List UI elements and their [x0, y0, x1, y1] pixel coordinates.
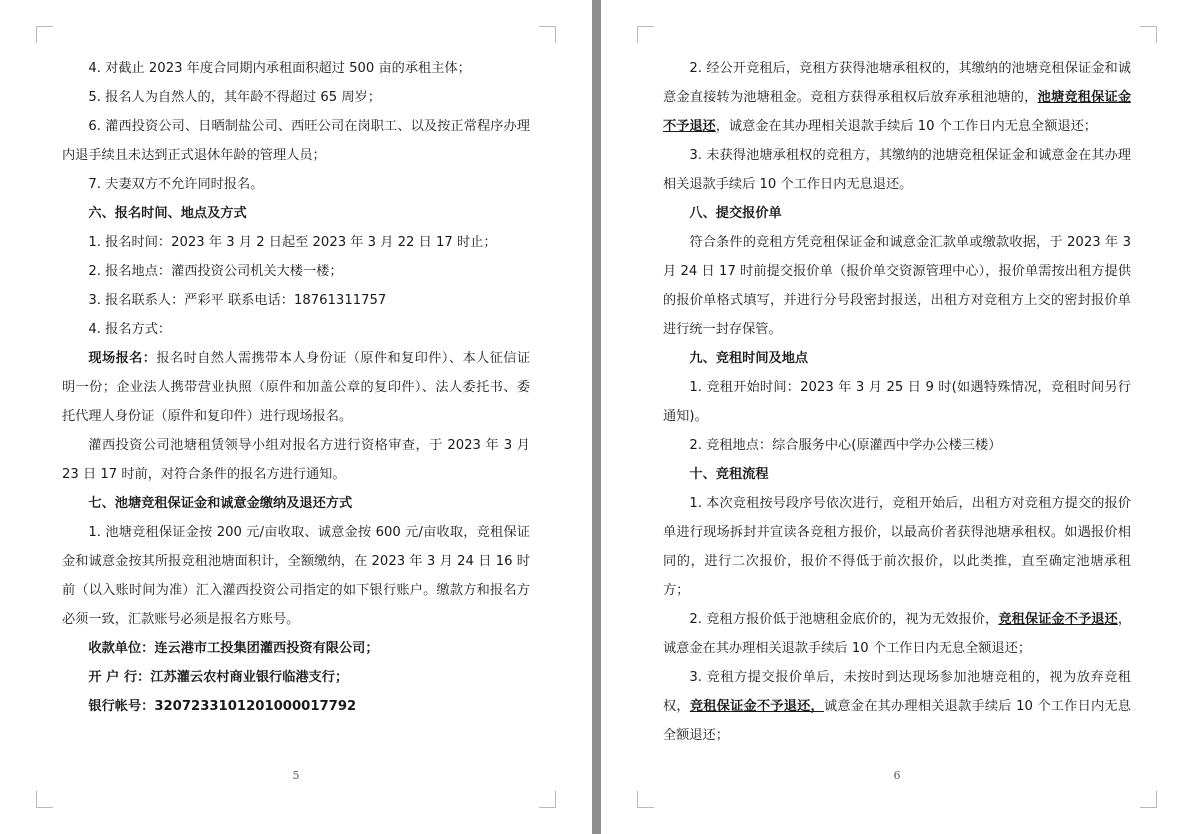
bank-detail-label: 开 户 行： [88, 670, 151, 685]
page-number-label: 6 [893, 769, 901, 782]
body-paragraph: 2. 竞租地点：综合服务中心(原灌西中学办公楼三楼） [689, 438, 1002, 453]
body-paragraph [663, 54, 1131, 141]
section-heading: 九、竞租时间及地点 [689, 351, 809, 366]
body-paragraph: 1. 报名时间：2023 年 3 月 2 日起至 2023 年 3 月 22 日 17 时止； [88, 235, 497, 250]
paragraph-text: 诚意金在其办理相关退款手续后 10 个工作日内无息全额退还； [663, 699, 1131, 743]
underlined-emphasis-text: 池塘竞租保证金不予退还 [663, 90, 1132, 134]
document-page-6 [601, 0, 1193, 834]
section-heading: 八、提交报价单 [689, 206, 782, 221]
crop-mark-bottom-left [36, 791, 53, 808]
body-paragraph: 5. 报名人为自然人的，其年龄不得超过 65 周岁； [88, 90, 381, 105]
section-heading: 十、竞租流程 [689, 467, 769, 482]
body-paragraph [62, 344, 530, 431]
crop-mark-top-left [36, 26, 53, 43]
bank-detail-line [62, 634, 530, 663]
crop-mark-top-right [1140, 26, 1157, 43]
body-paragraph: 1. 本次竞租按号段序号依次进行，竞租开始后，出租方对竞租方提交的报价单进行现场拆封并宣读各竞租方报价，以最高价者获得池塘承租权。如遇报价相同的，进行二次报价，报价不得低于前次报价，以此类推，直至确定池塘承租方； [663, 496, 1131, 598]
crop-mark-bottom-left [637, 791, 654, 808]
bank-detail-line [62, 663, 530, 692]
body-paragraph: 4. 对截止 2023 年度合同期内承租面积超过 500 亩的承租主体； [88, 61, 471, 76]
page-body-6 [663, 54, 1131, 750]
paragraph-text: 报名时自然人需携带本人身份证（原件和复印件）、本人征信证明一份；企业法人携带营业执照（原件和加盖公章的复印件）、法人委托书、委托代理人身份证（原件和复印件）进行现场报名。 [62, 351, 531, 424]
crop-mark-bottom-right [1140, 791, 1157, 808]
body-paragraph: 6. 灌西投资公司、日晒制盐公司、西旺公司在岗职工、以及按正常程序办理内退手续且未达到正式退休年龄的管理人员； [62, 119, 530, 163]
paragraph-text: ，诚意金在其办理相关退款手续后 10 个工作日内无息全额退还； [663, 612, 1131, 656]
underlined-emphasis-text: 竞租保证金不予退还 [998, 612, 1118, 627]
bank-detail-line [62, 692, 530, 721]
bank-detail-label: 银行帐号： [88, 699, 155, 714]
paragraph-text: 2. 竞租方报价低于池塘租金底价的，视为无效报价， [689, 612, 999, 627]
body-paragraph: 2. 报名地点：灌西投资公司机关大楼一楼； [88, 264, 343, 279]
document-page-5 [0, 0, 592, 834]
section-heading: 七、池塘竞租保证金和诚意金缴纳及退还方式 [88, 496, 353, 511]
body-paragraph: 符合条件的竞租方凭竞租保证金和诚意金汇款单或缴款收据，于 2023 年 3 月 24 日 17 时前提交报价单（报价单交资源管理中心），报价单需按出租方提供的报价单格式填写，并进行分号段密封报送，出租方对竞租方上交的密封报价单进行统一封存保管。 [663, 235, 1131, 337]
paragraph-text: 3. 竞租方提交报价单后，未按时到达现场参加池塘竞租的，视为放弃竞租权， [663, 670, 1131, 714]
bank-detail-label: 收款单位： [88, 641, 155, 656]
crop-mark-bottom-right [539, 791, 556, 808]
bank-detail-value: 3207233101201000017792 [154, 699, 357, 714]
body-paragraph: 7. 夫妻双方不允许同时报名。 [88, 177, 264, 192]
page-body-5 [62, 54, 530, 721]
body-paragraph [663, 663, 1131, 750]
emphasis-text: 现场报名： [88, 351, 157, 366]
bank-detail-value: 连云港市工投集团灌西投资有限公司； [154, 641, 379, 656]
bank-detail-value: 江苏灌云农村商业银行临港支行； [150, 670, 349, 685]
body-paragraph: 4. 报名方式： [88, 322, 172, 337]
crop-mark-top-right [539, 26, 556, 43]
page-number-label: 5 [292, 769, 300, 782]
body-paragraph: 1. 池塘竞租保证金按 200 元/亩收取、诚意金按 600 元/亩收取，竞租保证金和诚意金按其所报竞租池塘面积计，全额缴纳，在 2023 年 3 月 24 日 16 时前（以入账时间为准）汇入灌西投资公司指定的如下银行账户。缴款方和报名方必须一致，汇款账号必须是报名方账号。 [62, 525, 530, 627]
body-paragraph: 灌西投资公司池塘租赁领导小组对报名方进行资格审查，于 2023 年 3 月 23 日 17 时前，对符合条件的报名方进行通知。 [62, 438, 530, 482]
paragraph-text: ，诚意金在其办理相关退款手续后 10 个工作日内无息全额退还； [715, 119, 1097, 134]
body-paragraph: 3. 未获得池塘承租权的竞租方，其缴纳的池塘竞租保证金和诚意金在其办理相关退款手续后 10 个工作日内无息退还。 [663, 148, 1131, 192]
underlined-emphasis-text: 竞租保证金不予退还， [689, 699, 824, 714]
body-paragraph [663, 605, 1131, 663]
crop-mark-top-left [637, 26, 654, 43]
body-paragraph: 1. 竞租开始时间：2023 年 3 月 25 日 9 时(如遇特殊情况，竞租时间另行通知)。 [663, 380, 1131, 424]
body-paragraph: 3. 报名联系人：严彩平 联系电话：18761311757 [88, 293, 387, 308]
section-heading: 六、报名时间、地点及方式 [88, 206, 247, 221]
paragraph-text: 2. 经公开竞租后，竞租方获得池塘承租权的，其缴纳的池塘竞租保证金和诚意金直接转为池塘租金。竞租方获得承租权后放弃承租池塘的， [663, 61, 1131, 105]
